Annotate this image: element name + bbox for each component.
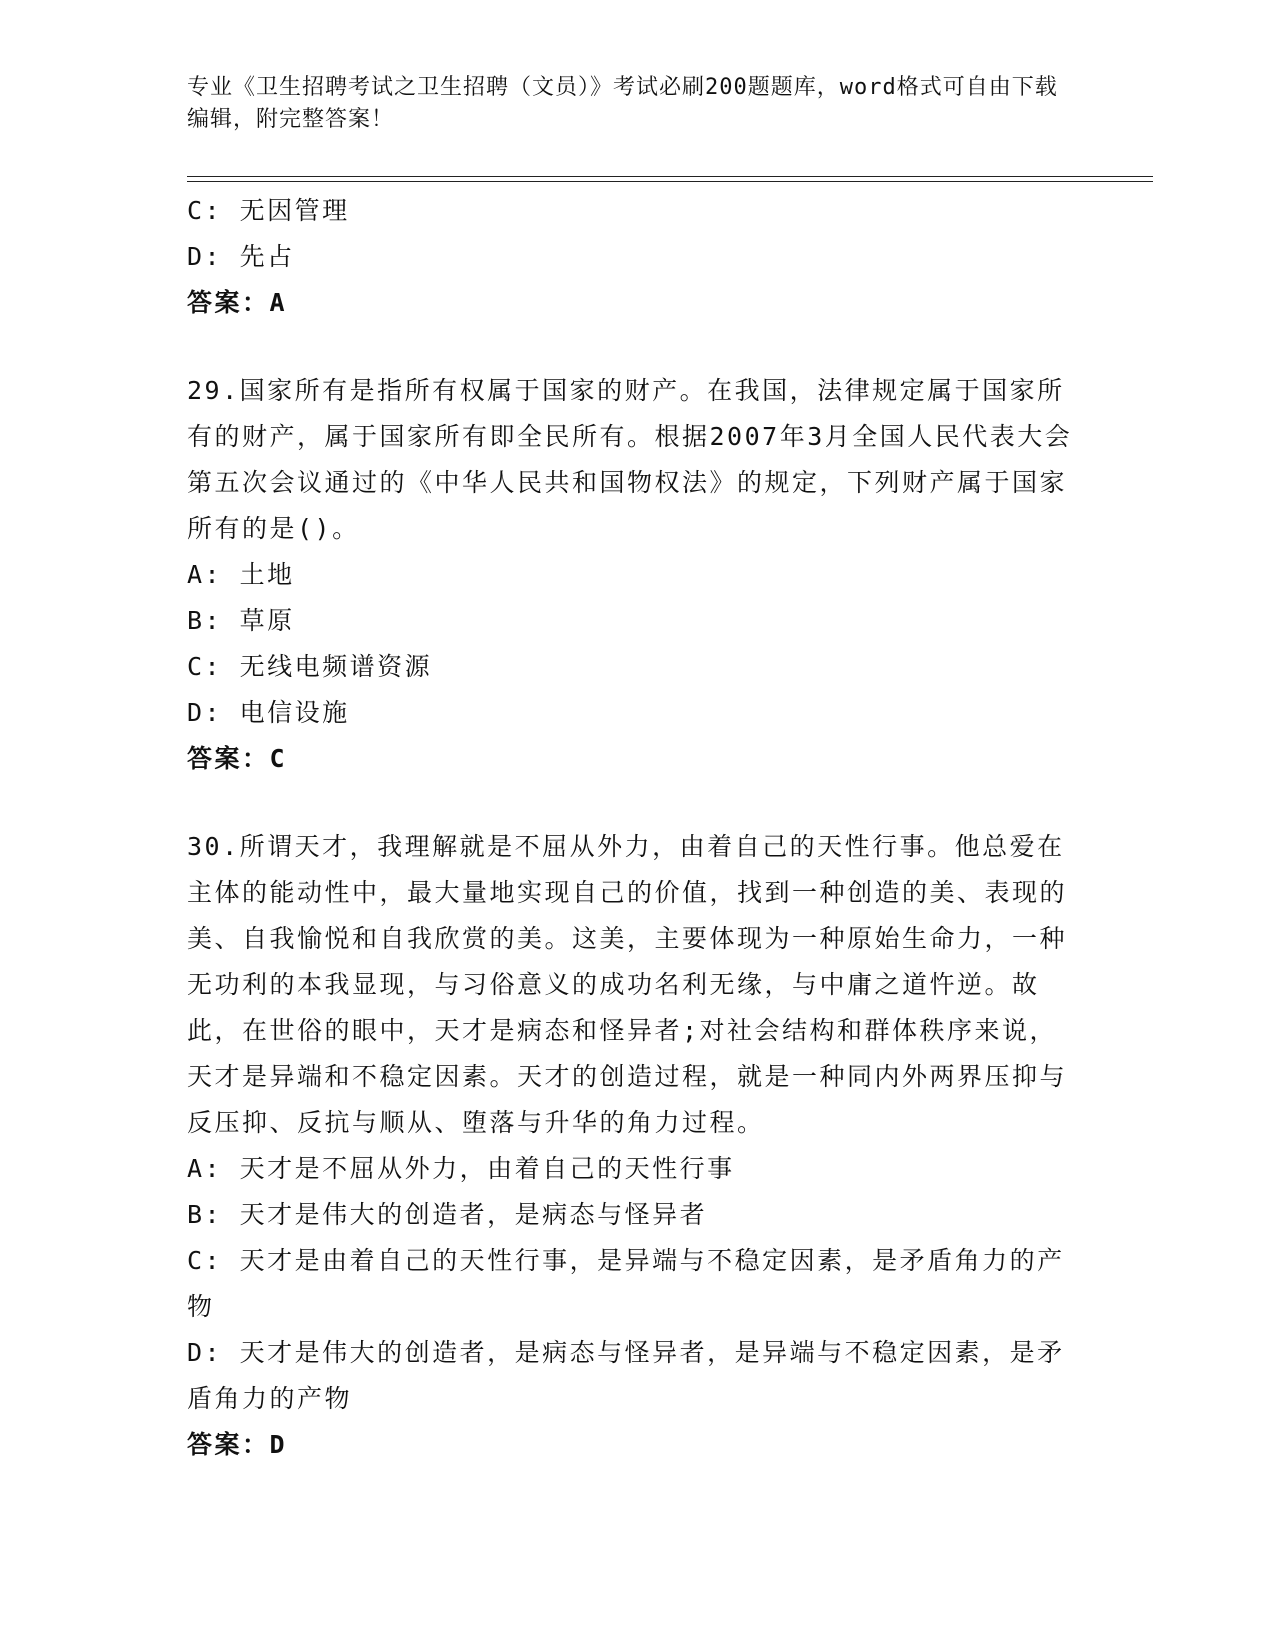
option-c: C: 无线电频谱资源 (187, 652, 433, 681)
option-b: B: 草原 (187, 606, 295, 635)
question-content (187, 188, 1077, 1468)
option-a: A: 天才是不屈从外力，由着自己的天性行事 (187, 1154, 735, 1183)
header-divider (187, 176, 1153, 182)
spacer (187, 782, 1077, 824)
question-29-text: 29.国家所有是指所有权属于国家的财产。在我国，法律规定属于国家所有的财产，属于国家所有即全民所有。根据2007年3月全国人民代表大会第五次会议通过的《中华人民共和国物权法》的规定，下列财产属于国家所有的是()。 (187, 376, 1073, 543)
answer-label: 答案：D (187, 1430, 288, 1459)
option-d: D: 先占 (187, 242, 295, 271)
question-30 (187, 824, 1077, 1468)
spacer (187, 326, 1077, 368)
previous-question-tail (187, 188, 1077, 326)
option-d: D: 天才是伟大的创造者，是病态与怪异者，是异端与不稳定因素，是矛盾角力的产物 (187, 1338, 1065, 1413)
question-30-text: 30.所谓天才，我理解就是不屈从外力，由着自己的天性行事。他总爱在主体的能动性中，最大量地实现自己的价值，找到一种创造的美、表现的美、自我愉悦和自我欣赏的美。这美，主要体现为一种原始生命力，一种无功利的本我显现，与习俗意义的成功名利无缘，与中庸之道忤逆。故此，在世俗的眼中，天才是病态和怪异者;对社会结构和群体秩序来说，天才是异端和不稳定因素。天才的创造过程，就是一种同内外两界压抑与反压抑、反抗与顺从、堕落与升华的角力过程。 (187, 832, 1068, 1137)
answer-label: 答案：C (187, 744, 288, 773)
option-c: C: 无因管理 (187, 196, 350, 225)
question-29 (187, 368, 1077, 782)
answer-label: 答案：A (187, 288, 288, 317)
document-header: 专业《卫生招聘考试之卫生招聘（文员）》考试必刷200题题库，word格式可自由下载编辑，附完整答案！ (187, 75, 1058, 132)
option-c: C: 天才是由着自己的天性行事，是异端与不稳定因素，是矛盾角力的产物 (187, 1246, 1065, 1321)
option-d: D: 电信设施 (187, 698, 350, 727)
option-b: B: 天才是伟大的创造者，是病态与怪异者 (187, 1200, 708, 1229)
option-a: A: 土地 (187, 560, 295, 589)
